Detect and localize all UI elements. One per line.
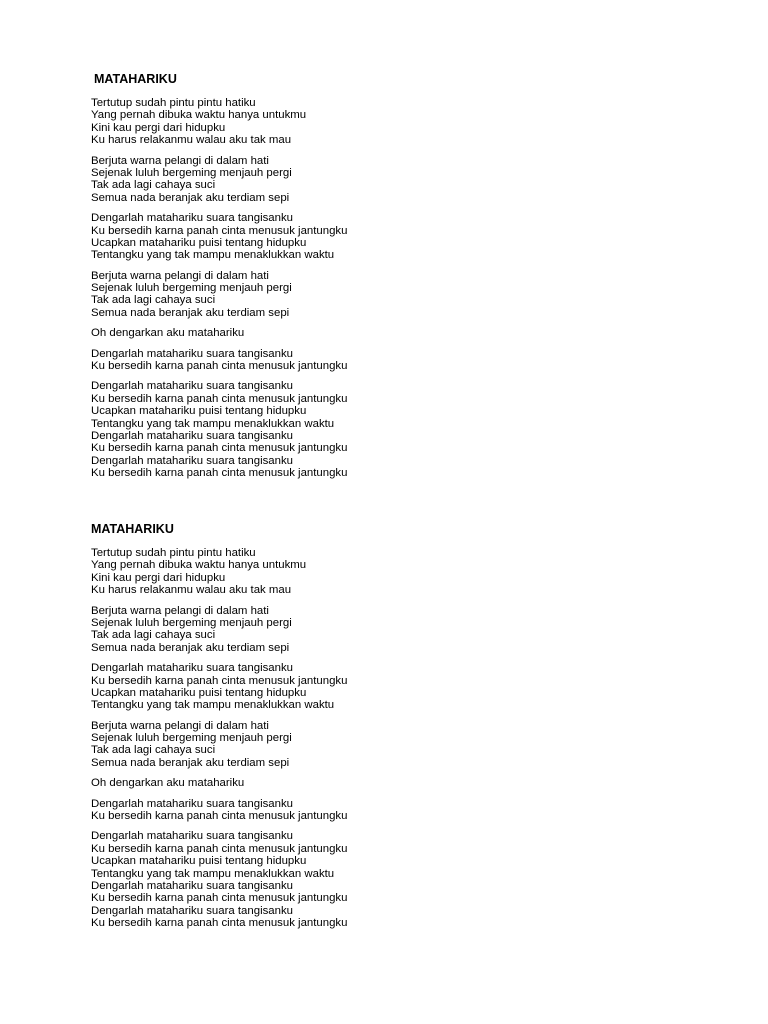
lyric-line: Oh dengarkan aku matahariku <box>91 327 245 340</box>
lyric-line: Ku bersedih karna panah cinta menusuk jantungku <box>91 467 348 480</box>
lyric-line: Tertutup sudah pintu pintu hatiku <box>91 547 256 559</box>
stanza <box>91 720 691 770</box>
lyric-line: Yang pernah dibuka waktu hanya untukmu <box>91 109 307 122</box>
stanza <box>91 327 691 339</box>
lyric-line: Dengarlah matahariku suara tangisanku <box>91 662 293 675</box>
lyric-line: Sejenak luluh bergeming menjauh pergi <box>91 732 292 745</box>
stanza <box>91 777 691 789</box>
lyric-line: Dengarlah matahariku suara tangisanku <box>91 212 293 225</box>
lyric-line: Dengarlah matahariku suara tangisanku <box>91 879 293 892</box>
song-title: MATAHARIKU <box>91 522 174 536</box>
lyric-line: Semua nada beranjak aku terdiam sepi <box>91 756 290 769</box>
lyrics-body <box>91 547 691 930</box>
song-block <box>91 71 691 488</box>
lyric-line: Tak ada lagi cahaya suci <box>91 744 216 757</box>
lyrics-body <box>91 97 691 480</box>
lyric-line: Dengarlah matahariku suara tangisanku <box>91 830 293 843</box>
lyric-line: Berjuta warna pelangi di dalam hati <box>91 154 269 167</box>
stanza <box>91 662 691 712</box>
lyric-line: Semua nada beranjak aku terdiam sepi <box>91 306 290 319</box>
stanza <box>91 830 691 929</box>
lyric-line: Tak ada lagi cahaya suci <box>91 179 216 192</box>
lyric-line: Dengarlah matahariku suara tangisanku <box>91 797 293 810</box>
lyric-line: Tak ada lagi cahaya suci <box>91 629 216 642</box>
lyric-line: Kini kau pergi dari hidupku <box>91 121 226 134</box>
stanza <box>91 380 691 479</box>
lyric-line: Ucapkan matahariku puisi tentang hidupku <box>91 405 307 418</box>
lyric-line: Tentangku yang tak mampu menaklukkan waktu <box>91 867 335 880</box>
lyric-line: Sejenak luluh bergeming menjauh pergi <box>91 166 292 179</box>
lyric-line: Kini kau pergi dari hidupku <box>91 571 226 584</box>
lyric-line: Semua nada beranjak aku terdiam sepi <box>91 191 290 204</box>
stanza <box>91 348 691 373</box>
stanza <box>91 798 691 823</box>
lyric-line: Sejenak luluh bergeming menjauh pergi <box>91 282 292 295</box>
lyric-line: Tentangku yang tak mampu menaklukkan waktu <box>91 417 335 430</box>
song-block <box>91 521 691 938</box>
lyric-line: Tertutup sudah pintu pintu hatiku <box>91 97 256 109</box>
lyric-line: Ucapkan matahariku puisi tentang hidupku <box>91 686 307 699</box>
lyric-line: Berjuta warna pelangi di dalam hati <box>91 604 269 617</box>
lyric-line: Ku bersedih karna panah cinta menusuk jantungku <box>91 842 348 855</box>
stanza <box>91 97 691 147</box>
lyric-line: Oh dengarkan aku matahariku <box>91 777 245 790</box>
lyric-line: Berjuta warna pelangi di dalam hati <box>91 719 269 732</box>
lyric-line: Dengarlah matahariku suara tangisanku <box>91 904 293 917</box>
lyric-line: Ku bersedih karna panah cinta menusuk jantungku <box>91 674 348 687</box>
lyric-line: Ku bersedih karna panah cinta menusuk jantungku <box>91 224 348 237</box>
lyric-line: Semua nada beranjak aku terdiam sepi <box>91 641 290 654</box>
lyric-line: Ku bersedih karna panah cinta menusuk jantungku <box>91 392 348 405</box>
lyric-line: Ku harus relakanmu walau aku tak mau <box>91 134 292 147</box>
lyric-line: Ucapkan matahariku puisi tentang hidupku <box>91 236 307 249</box>
stanza <box>91 547 691 597</box>
lyric-line: Berjuta warna pelangi di dalam hati <box>91 269 269 282</box>
lyric-line: Yang pernah dibuka waktu hanya untukmu <box>91 559 307 572</box>
lyric-line: Ku harus relakanmu walau aku tak mau <box>91 584 292 597</box>
lyric-line: Dengarlah matahariku suara tangisanku <box>91 429 293 442</box>
lyric-line: Ucapkan matahariku puisi tentang hidupku <box>91 855 307 868</box>
lyric-line: Dengarlah matahariku suara tangisanku <box>91 347 293 360</box>
lyric-line: Tentangku yang tak mampu menaklukkan waktu <box>91 249 335 262</box>
lyric-line: Ku bersedih karna panah cinta menusuk jantungku <box>91 810 348 823</box>
lyric-line: Ku bersedih karna panah cinta menusuk jantungku <box>91 442 348 455</box>
stanza <box>91 155 691 205</box>
lyric-line: Dengarlah matahariku suara tangisanku <box>91 380 293 393</box>
lyric-line: Ku bersedih karna panah cinta menusuk jantungku <box>91 360 348 373</box>
lyric-line: Ku bersedih karna panah cinta menusuk jantungku <box>91 917 348 930</box>
stanza <box>91 270 691 320</box>
lyric-line: Sejenak luluh bergeming menjauh pergi <box>91 616 292 629</box>
lyric-line: Tentangku yang tak mampu menaklukkan waktu <box>91 699 335 712</box>
lyric-line: Dengarlah matahariku suara tangisanku <box>91 454 293 467</box>
song-title: MATAHARIKU <box>94 72 177 86</box>
lyric-line: Tak ada lagi cahaya suci <box>91 294 216 307</box>
stanza <box>91 605 691 655</box>
stanza <box>91 212 691 262</box>
lyric-line: Ku bersedih karna panah cinta menusuk jantungku <box>91 892 348 905</box>
